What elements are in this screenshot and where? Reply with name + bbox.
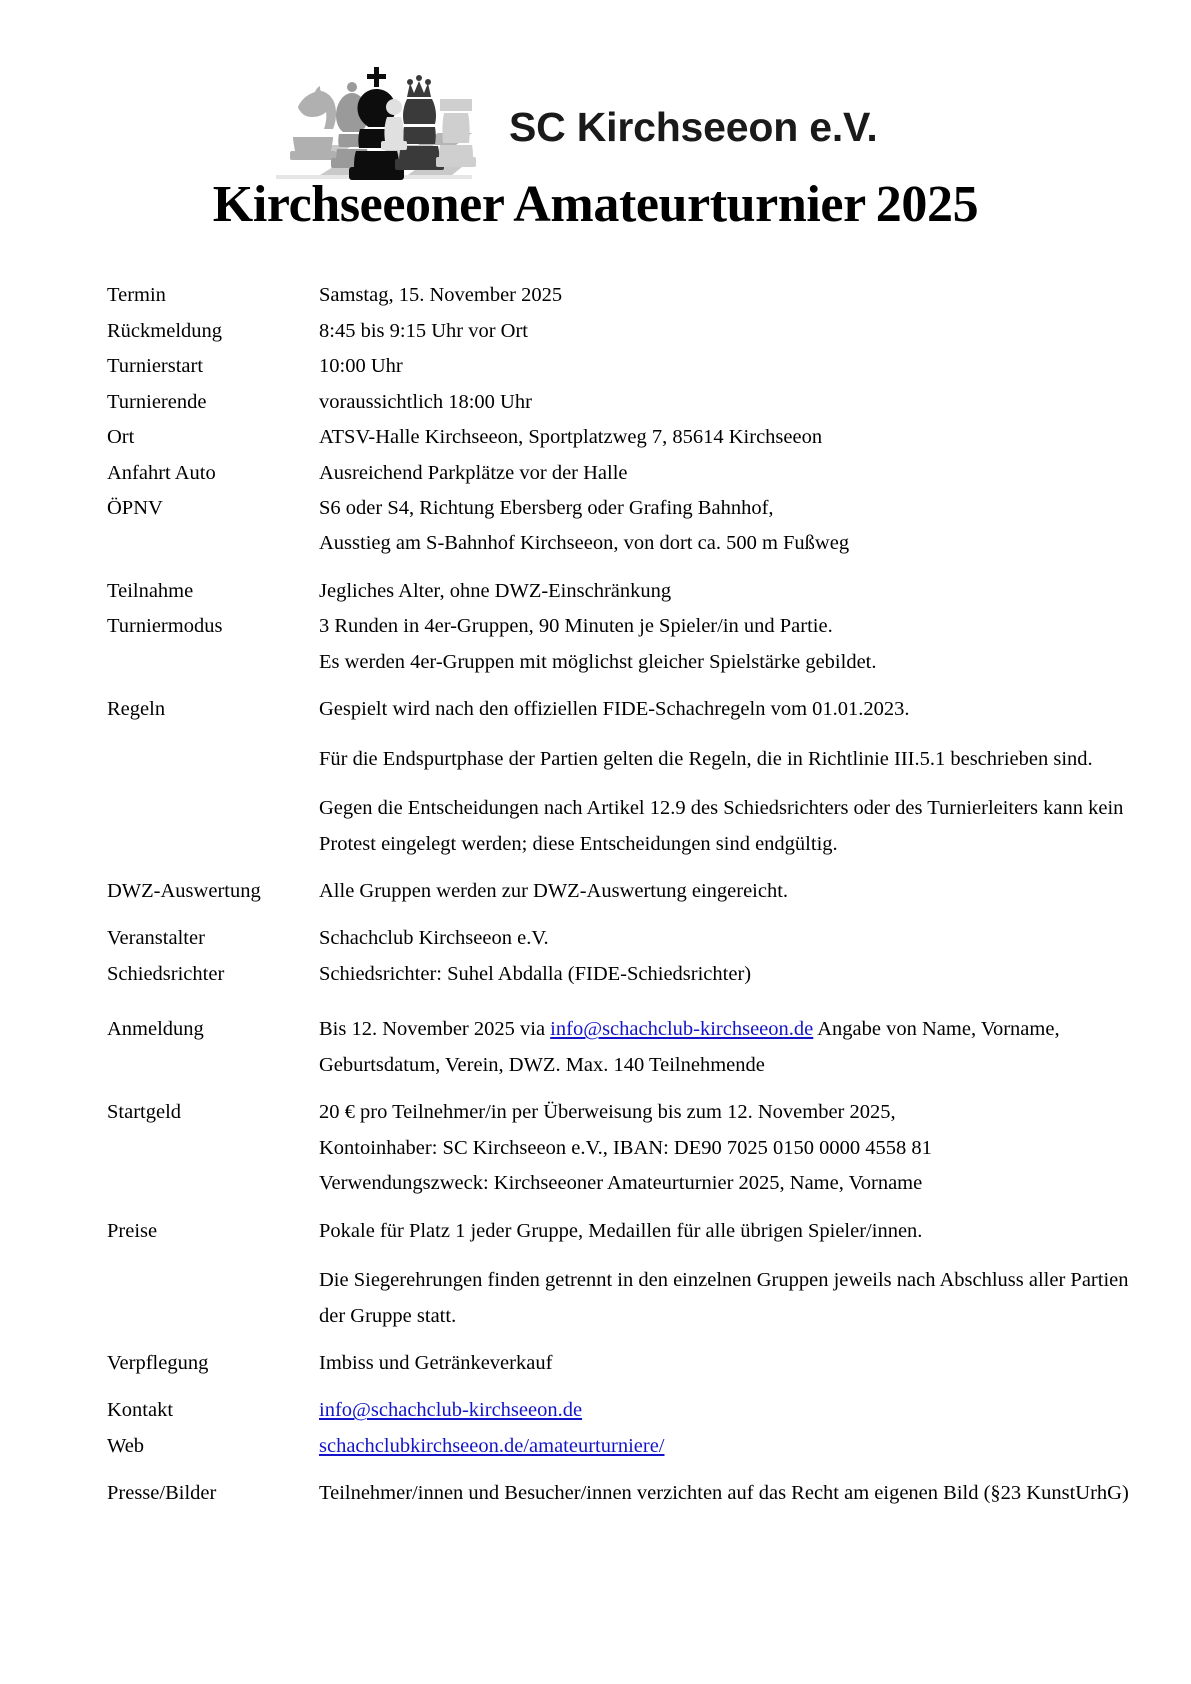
info-row-presse-bilder xyxy=(107,1476,1191,1511)
label-rueckmeldung: Rückmeldung xyxy=(107,319,223,342)
value-ort: ATSV-Halle Kirchseeon, Sportplatzweg 7, 85614 Kirchseeon xyxy=(319,426,823,449)
label-turnierstart: Turnierstart xyxy=(107,355,204,378)
value-regeln-para1: Gespielt wird nach den offiziellen FIDE-Schachregeln vom 01.01.2023. xyxy=(319,698,910,721)
info-row-teilnahme xyxy=(107,574,1191,609)
value-turniermodus-line1: 3 Runden in 4er-Gruppen, 90 Minuten je Spieler/in und Partie. xyxy=(319,615,833,638)
value-regeln-para2: Für die Endspurtphase der Partien gelten die Regeln, die in Richtlinie III.5.1 beschrieben sind. xyxy=(319,747,1093,770)
value-turnierende: voraussichtlich 18:00 Uhr xyxy=(319,390,532,413)
label-kontakt: Kontakt xyxy=(107,1399,174,1422)
info-row-anfahrt-auto xyxy=(107,456,1191,491)
value-anmeldung xyxy=(319,1012,1191,1083)
label-oepnv: ÖPNV xyxy=(107,496,163,519)
label-ort: Ort xyxy=(107,426,135,449)
value-startgeld-line1: 20 € pro Teilnehmer/in per Überweisung bis zum 12. November 2025, xyxy=(319,1101,896,1124)
anmeldung-text-before: Bis 12. November 2025 via xyxy=(319,1018,551,1041)
value-verpflegung: Imbiss und Getränkeverkauf xyxy=(319,1352,553,1375)
label-anfahrt-auto: Anfahrt Auto xyxy=(107,461,216,484)
value-turnierstart: 10:00 Uhr xyxy=(319,355,403,378)
info-row-anmeldung xyxy=(107,1012,1191,1083)
info-row-kontakt xyxy=(107,1393,1191,1428)
label-schiedsrichter: Schiedsrichter xyxy=(107,962,225,985)
info-row-oepnv xyxy=(107,491,1191,562)
label-dwz-auswertung: DWZ-Auswertung xyxy=(107,880,261,903)
value-veranstalter: Schachclub Kirchseeon e.V. xyxy=(319,927,549,950)
value-web xyxy=(319,1429,1191,1464)
info-row-termin xyxy=(107,278,1191,313)
kontakt-email-link[interactable]: info@schachclub-kirchseeon.de xyxy=(319,1399,583,1422)
value-schiedsrichter: Schiedsrichter: Suhel Abdalla (FIDE-Schiedsrichter) xyxy=(319,962,752,985)
anmeldung-email-link[interactable]: info@schachclub-kirchseeon.de xyxy=(550,1018,814,1041)
club-name: SC Kirchseeon e.V. xyxy=(509,103,878,150)
info-row-veranstalter xyxy=(107,921,1191,956)
info-row-turniermodus xyxy=(107,609,1191,680)
anmeldung-text-after: Angabe von Name, Vorname, Geburtsdatum, Verein, DWZ. Max. 140 Teilnehmende xyxy=(319,1018,1060,1076)
page-title-year: 2025 xyxy=(875,176,979,233)
value-termin: Samstag, 15. November 2025 xyxy=(319,284,563,307)
page-title-main: Kirchseeoner Amateurturnier xyxy=(212,176,866,233)
web-url-link[interactable]: schachclubkirchseeon.de/amateurturniere/ xyxy=(319,1434,665,1457)
label-turnierende: Turnierende xyxy=(107,390,207,413)
info-row-preise xyxy=(107,1214,1191,1334)
label-preise: Preise xyxy=(107,1219,158,1242)
info-row-verpflegung xyxy=(107,1346,1191,1381)
value-preise-para1: Pokale für Platz 1 jeder Gruppe, Medaillen für alle übrigen Spieler/innen. xyxy=(319,1219,923,1242)
label-termin: Termin xyxy=(107,284,166,307)
value-oepnv-line1: S6 oder S4, Richtung Ebersberg oder Grafing Bahnhof, xyxy=(319,496,774,519)
info-row-schiedsrichter xyxy=(107,957,1191,992)
value-turniermodus xyxy=(319,609,1191,680)
label-veranstalter: Veranstalter xyxy=(107,927,205,950)
value-turniermodus-line2: Es werden 4er-Gruppen mit möglichst gleicher Spielstärke gebildet. xyxy=(319,650,877,673)
label-regeln: Regeln xyxy=(107,698,166,721)
info-row-web xyxy=(107,1429,1191,1464)
label-anmeldung: Anmeldung xyxy=(107,1018,204,1041)
info-row-turnierstart xyxy=(107,349,1191,384)
value-startgeld-line3: Verwendungszweck: Kirchseeoner Amateurturnier 2025, Name, Vorname xyxy=(319,1172,923,1195)
tournament-info-table xyxy=(0,278,1191,1512)
value-regeln xyxy=(319,692,1191,862)
label-turniermodus: Turniermodus xyxy=(107,615,223,638)
value-teilnahme: Jegliches Alter, ohne DWZ-Einschränkung xyxy=(319,579,672,602)
value-dwz-auswertung: Alle Gruppen werden zur DWZ-Auswertung eingereicht. xyxy=(319,880,789,903)
info-row-dwz-auswertung xyxy=(107,874,1191,909)
document-header xyxy=(0,0,1191,150)
info-row-startgeld xyxy=(107,1095,1191,1201)
value-kontakt xyxy=(319,1393,1191,1428)
label-web: Web xyxy=(107,1434,145,1457)
info-row-ort xyxy=(107,420,1191,455)
value-startgeld xyxy=(319,1095,1191,1201)
chess-pieces-on-board-icon xyxy=(268,63,483,191)
label-verpflegung: Verpflegung xyxy=(107,1352,209,1375)
value-preise xyxy=(319,1214,1191,1334)
value-preise-para2: Die Siegerehrungen finden getrennt in den einzelnen Gruppen jeweils nach Abschluss aller Partien der Gruppe statt. xyxy=(319,1269,1129,1327)
info-row-rueckmeldung xyxy=(107,314,1191,349)
label-startgeld: Startgeld xyxy=(107,1101,182,1124)
value-regeln-para3: Gegen die Entscheidungen nach Artikel 12.9 des Schiedsrichters oder des Turnierleiters kann kein Protest eingelegt werden; diese Entscheidungen sind endgültig. xyxy=(319,797,1124,855)
page-title xyxy=(0,176,1191,234)
info-row-regeln xyxy=(107,692,1191,862)
value-oepnv-line2: Ausstieg am S-Bahnhof Kirchseeon, von dort ca. 500 m Fußweg xyxy=(319,532,850,555)
value-oepnv xyxy=(319,491,1191,562)
value-startgeld-line2: Kontoinhaber: SC Kirchseeon e.V., IBAN: DE90 7025 0150 0000 4558 81 xyxy=(319,1136,932,1159)
label-teilnahme: Teilnahme xyxy=(107,579,194,602)
value-presse-bilder: Teilnehmer/innen und Besucher/innen verzichten auf das Recht am eigenen Bild (§23 KunstUrhG) xyxy=(319,1482,1129,1505)
value-anfahrt-auto: Ausreichend Parkplätze vor der Halle xyxy=(319,461,628,484)
info-row-turnierende xyxy=(107,385,1191,420)
label-presse-bilder: Presse/Bilder xyxy=(107,1482,217,1505)
value-rueckmeldung: 8:45 bis 9:15 Uhr vor Ort xyxy=(319,319,528,342)
